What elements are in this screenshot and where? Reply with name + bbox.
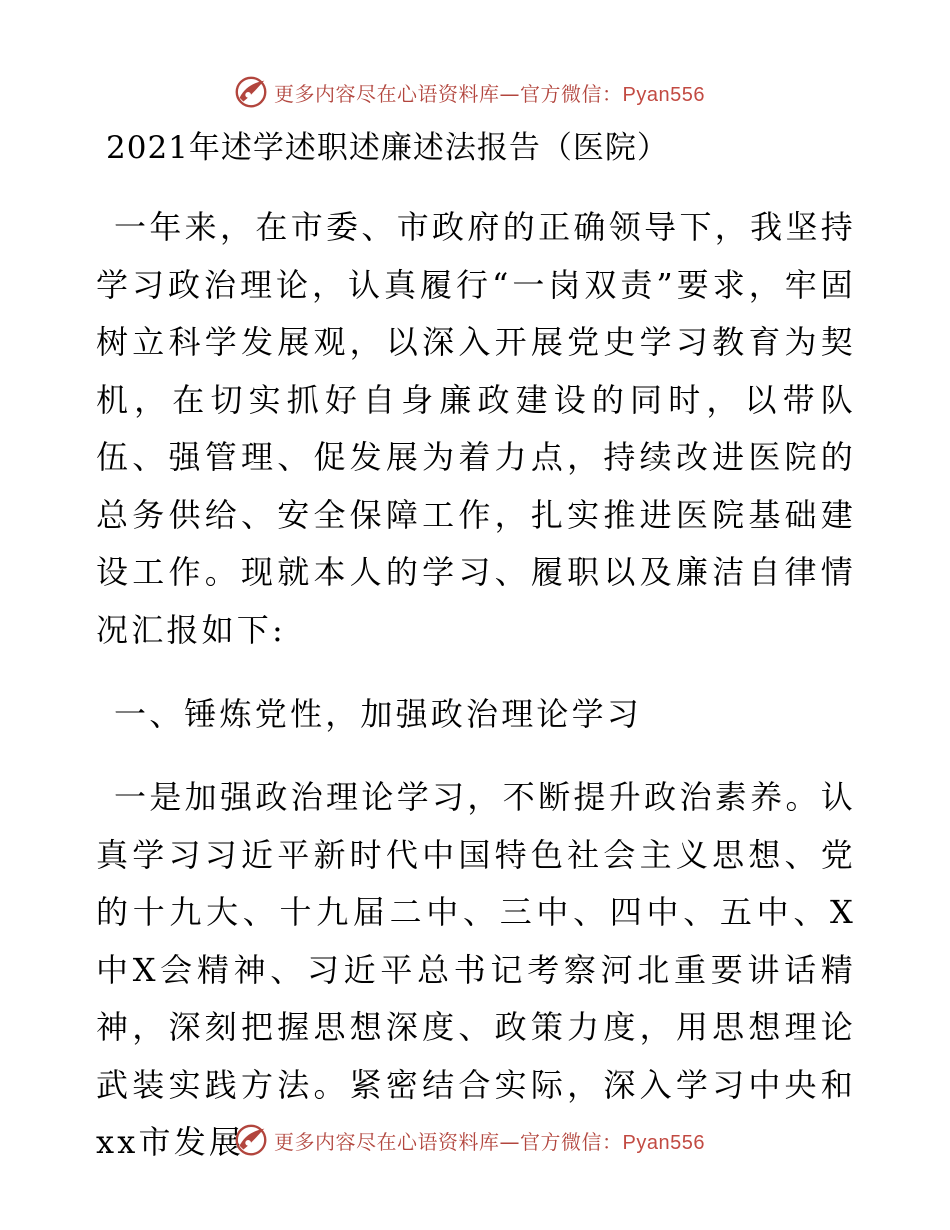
banner-text: 更多内容尽在心语资料库—官方微信：Pyan556 [274,1129,705,1154]
banner-text: 更多内容尽在心语资料库—官方微信：Pyan556 [274,81,705,106]
footer-banner [232,1120,752,1160]
paragraph-study: 一是加强政治理论学习，不断提升政治素养。认真学习习近平新时代中国特色社会主义思想、党的十九大、十九届二中、三中、四中、五中、X中X会精神、习近平总书记考察河北重要讲话精神，深刻把握思想深度、政策力度，用思想理论武装实践方法。紧密结合实际，深入学习中央和xx市发展 [96,778,856,1161]
section-heading: 一、锤炼党性，加强政治理论学习 [114,695,643,733]
header-banner [232,72,752,112]
brand-logo-icon [232,1121,270,1159]
document-title: 2021年述学述职述廉述法报告（医院） [106,130,669,166]
brand-logo-icon [232,73,270,111]
paragraph-intro: 一年来，在市委、市政府的正确领导下，我坚持学习政治理论，认真履行“一岗双责”要求，牢固树立科学发展观，以深入开展党史学习教育为契机，在切实抓好自身廉政建设的同时，以带队伍、强管理、促发展为着力点，持续改进医院的总务供给、安全保障工作，扎实推进医院基础建设工作。现就本人的学习、履职以及廉洁自律情况汇报如下: [96,208,856,649]
document-body [96,122,856,1172]
